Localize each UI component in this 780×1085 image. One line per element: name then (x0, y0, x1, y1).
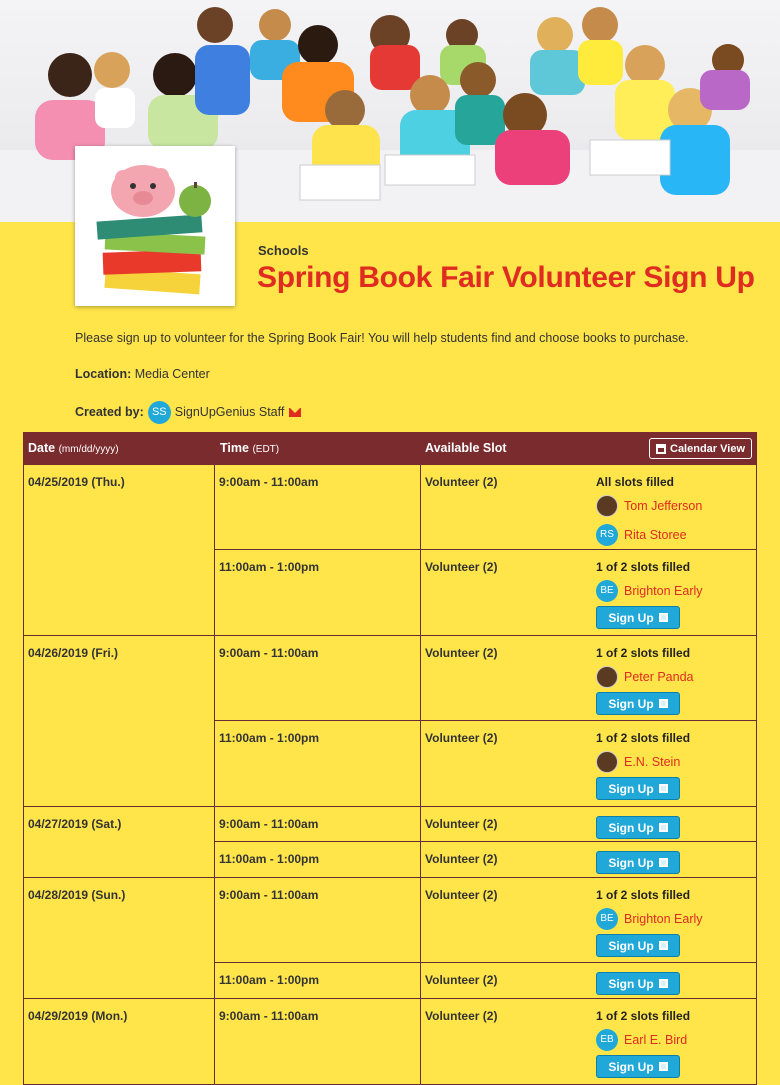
date-text: 04/26/2019 (Fri.) (28, 646, 119, 660)
table-row (215, 550, 756, 635)
col-slot-header: Available Slot (425, 441, 507, 455)
date-cell (24, 999, 215, 1084)
column-divider (420, 807, 421, 841)
slot-text: Volunteer (2) (425, 817, 498, 831)
filled-status: 1 of 2 slots filled (596, 1009, 691, 1023)
date-group (23, 878, 757, 999)
sign-up-label: Sign Up (608, 781, 654, 796)
checkbox-icon (659, 699, 668, 708)
slot-status (596, 848, 756, 874)
event-description: Please sign up to volunteer for the Spring Book Fair! You will help students find and choose books to purchase. (75, 331, 689, 345)
slot-text: Volunteer (2) (425, 1009, 498, 1023)
slot-status (596, 1009, 756, 1078)
table-row (215, 963, 756, 998)
checkbox-icon (659, 1062, 668, 1071)
volunteer-entry (596, 749, 756, 774)
slot-status (596, 731, 756, 800)
filled-status: 1 of 2 slots filled (596, 646, 691, 660)
volunteer-name[interactable]: Peter Panda (624, 669, 694, 684)
slot-text: Volunteer (2) (425, 646, 498, 660)
time-text: 9:00am - 11:00am (219, 817, 319, 831)
category-label: Schools (258, 243, 309, 258)
checkbox-icon (659, 823, 668, 832)
column-divider (420, 636, 421, 720)
creator-avatar: SS (148, 401, 171, 424)
date-text: 04/27/2019 (Sat.) (28, 817, 122, 831)
date-cell (24, 807, 215, 877)
table-row (215, 999, 756, 1084)
sign-up-button[interactable] (596, 692, 680, 715)
sign-up-label: Sign Up (608, 976, 654, 991)
date-cell (24, 636, 215, 806)
calendar-view-label: Calendar View (670, 442, 745, 455)
col-date-header: Date (mm/dd/yyyy) (28, 441, 119, 455)
sign-up-button[interactable] (596, 816, 680, 839)
table-row (215, 807, 756, 842)
time-text: 11:00am - 1:00pm (219, 852, 320, 866)
slot-status (596, 560, 756, 629)
table-row (215, 842, 756, 877)
signup-table (23, 432, 757, 1085)
volunteer-avatar (596, 495, 618, 517)
table-row (215, 465, 756, 550)
created-by-label: Created by: (75, 405, 144, 419)
date-text: 04/29/2019 (Mon.) (28, 1009, 128, 1023)
volunteer-avatar: BE (596, 580, 618, 602)
volunteer-avatar (596, 751, 618, 773)
sign-up-button[interactable] (596, 606, 680, 629)
date-cell (24, 878, 215, 998)
checkbox-icon (659, 979, 668, 988)
time-text: 9:00am - 11:00am (219, 475, 319, 489)
slot-text: Volunteer (2) (425, 973, 498, 987)
checkbox-icon (659, 941, 668, 950)
column-divider (420, 999, 421, 1084)
volunteer-name[interactable]: Rita Storee (624, 527, 687, 542)
column-divider (420, 963, 421, 998)
slot-text: Volunteer (2) (425, 852, 498, 866)
slot-text: Volunteer (2) (425, 888, 498, 902)
date-cell (24, 465, 215, 635)
sign-up-label: Sign Up (608, 610, 654, 625)
calendar-view-button[interactable] (649, 438, 752, 459)
date-group (23, 807, 757, 878)
slot-status (596, 813, 756, 839)
time-text: 11:00am - 1:00pm (219, 560, 320, 574)
creator-name[interactable]: SignUpGenius Staff (174, 405, 285, 419)
volunteer-entry (596, 664, 756, 689)
table-body (23, 465, 757, 1085)
piggy-bank-books-image (75, 146, 235, 306)
event-thumbnail (75, 146, 235, 306)
slot-text: Volunteer (2) (425, 731, 498, 745)
table-row (215, 636, 756, 721)
page-title: Spring Book Fair Volunteer Sign Up (257, 261, 755, 294)
volunteer-avatar: RS (596, 524, 618, 546)
table-row (215, 878, 756, 963)
checkbox-icon (659, 613, 668, 622)
slot-text: Volunteer (2) (425, 475, 498, 489)
volunteer-entry (596, 1027, 756, 1052)
filled-status: 1 of 2 slots filled (596, 888, 691, 902)
volunteer-entry (596, 906, 756, 931)
volunteer-name[interactable]: Tom Jefferson (624, 498, 703, 513)
volunteer-avatar (596, 666, 618, 688)
volunteer-entry (596, 522, 756, 547)
slot-status (596, 646, 756, 715)
table-row (215, 721, 756, 806)
column-divider (420, 550, 421, 635)
time-text: 9:00am - 11:00am (219, 888, 319, 902)
slot-status (596, 969, 756, 995)
sign-up-label: Sign Up (608, 696, 654, 711)
volunteer-entry (596, 493, 756, 518)
date-group (23, 465, 757, 636)
slot-text: Volunteer (2) (425, 560, 498, 574)
volunteer-name[interactable]: Brighton Early (624, 583, 703, 598)
column-divider (420, 465, 421, 549)
filled-status: 1 of 2 slots filled (596, 731, 691, 745)
sign-up-label: Sign Up (608, 855, 654, 870)
volunteer-avatar: BE (596, 908, 618, 930)
sign-up-button[interactable] (596, 972, 680, 995)
col-time-header: Time (EDT) (220, 441, 280, 455)
sign-up-button[interactable] (596, 851, 680, 874)
volunteer-entry (596, 578, 756, 603)
calendar-icon (656, 444, 666, 454)
slot-status (596, 475, 756, 547)
date-group (23, 999, 757, 1085)
volunteer-name[interactable]: E.N. Stein (624, 754, 681, 769)
table-header (23, 432, 757, 465)
sign-up-button[interactable] (596, 934, 680, 957)
date-text: 04/28/2019 (Sun.) (28, 888, 126, 902)
time-text: 9:00am - 11:00am (219, 646, 319, 660)
sign-up-button[interactable] (596, 777, 680, 800)
column-divider (420, 878, 421, 962)
time-text: 9:00am - 11:00am (219, 1009, 319, 1023)
date-group (23, 636, 757, 807)
column-divider (420, 721, 421, 806)
location-line (75, 367, 210, 381)
time-text: 11:00am - 1:00pm (219, 973, 320, 987)
volunteer-avatar: EB (596, 1029, 618, 1051)
slot-status (596, 888, 756, 957)
date-text: 04/25/2019 (Thu.) (28, 475, 125, 489)
created-by-line (75, 400, 301, 424)
volunteer-name[interactable]: Earl E. Bird (624, 1032, 688, 1047)
sign-up-label: Sign Up (608, 938, 654, 953)
filled-status: 1 of 2 slots filled (596, 560, 691, 574)
time-text: 11:00am - 1:00pm (219, 731, 320, 745)
checkbox-icon (659, 858, 668, 867)
column-divider (420, 842, 421, 877)
sign-up-label: Sign Up (608, 1059, 654, 1074)
location-label: Location: (75, 367, 132, 381)
volunteer-name[interactable]: Brighton Early (624, 911, 703, 926)
checkbox-icon (659, 784, 668, 793)
sign-up-label: Sign Up (608, 820, 654, 835)
mail-icon[interactable] (289, 408, 301, 417)
filled-status: All slots filled (596, 475, 675, 489)
location-value: Media Center (134, 367, 210, 381)
sign-up-button[interactable] (596, 1055, 680, 1078)
